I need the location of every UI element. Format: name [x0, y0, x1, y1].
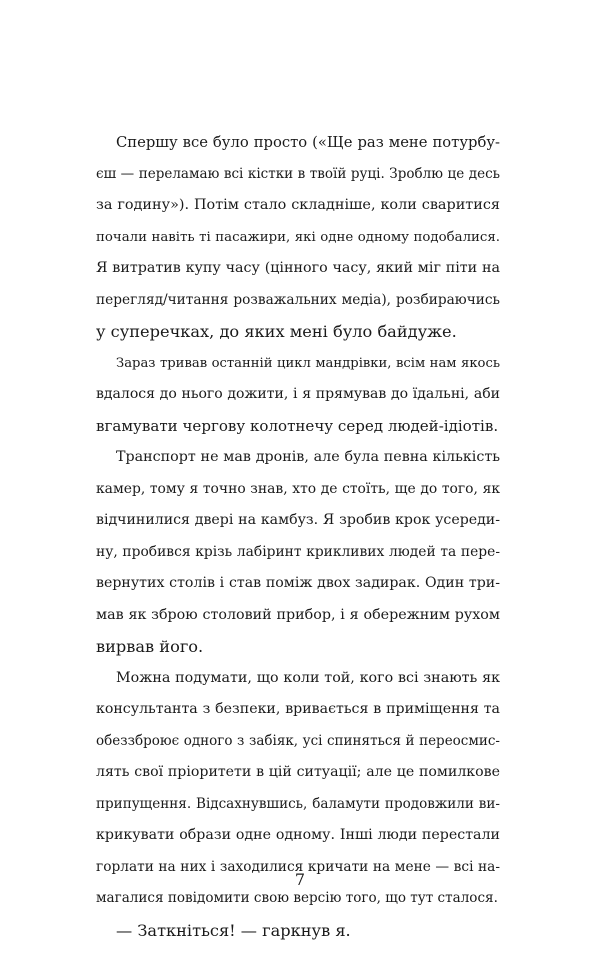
- text-line: — Заткніться! — гаркнув я.: [116, 920, 351, 940]
- text-line: вирвав його.: [96, 637, 204, 656]
- page-number: 7: [294, 870, 306, 889]
- text-line: магалися повідомити свою версію того, що тут сталося.: [96, 890, 498, 906]
- paragraph: [96, 348, 500, 443]
- paragraph: [96, 442, 500, 663]
- text-line: Можна подумати, що коли той, кого всі знають як: [116, 669, 500, 686]
- paragraph: [96, 915, 500, 947]
- text-line: єш — переламаю всі кістки в твоїй руці. Зроблю це десь: [96, 165, 500, 182]
- text-line: вгамувати чергову колотнечу серед людей-ідіотів.: [96, 416, 499, 435]
- text-line: Зараз тривав останній цикл мандрівки, всім нам якось: [116, 355, 500, 371]
- text-line: Транспорт не мав дронів, але була певна кількість: [116, 449, 500, 465]
- text-line: ну, пробився крізь лабіринт крикливих людей та пере-: [96, 543, 500, 560]
- paragraph: [96, 127, 500, 348]
- text-line: вернутих столів і став поміж двох задирак. Один три-: [96, 575, 500, 591]
- text-line: горлати на них і заходилися кричати на мене — всі на-: [96, 858, 500, 875]
- text-line: перегляд/читання розважальних медіа), розбираючись: [96, 291, 500, 308]
- text-line: у суперечках, до яких мені було байдуже.: [96, 322, 457, 341]
- text-line: камер, тому я точно знав, хто де стоїть, ще до того, як: [96, 480, 500, 497]
- text-line: вдалося до нього дожити, і я прямував до їдальні, аби: [96, 386, 500, 402]
- text-line: консультанта з безпеки, вривається в приміщення та: [96, 701, 500, 717]
- text-line: за годину»). Потім стало складніше, коли сваритися: [96, 197, 500, 213]
- text-line: мав як зброю столовий прибор, і я обережним рухом: [96, 606, 500, 623]
- text-line: відчинилися двері на камбуз. Я зробив крок усереди-: [96, 512, 500, 528]
- text-line: крикувати образи одне одному. Інші люди перестали: [96, 827, 500, 843]
- text-line: припущення. Відсахнувшись, баламути продовжили ви-: [96, 795, 500, 812]
- text-line: почали навіть ті пасажири, які одне одному подобалися.: [96, 229, 500, 245]
- text-line: Я витратив купу часу (цінного часу, який міг піти на: [96, 260, 500, 276]
- body-text: [96, 127, 500, 946]
- text-line: Спершу все було просто («Ще раз мене потурбу-: [116, 134, 500, 151]
- text-line: лять свої пріоритети в цій ситуації; але це помилкове: [96, 764, 500, 780]
- text-line: обеззброює одного з забіяк, усі спиняться й переосмис-: [96, 732, 500, 749]
